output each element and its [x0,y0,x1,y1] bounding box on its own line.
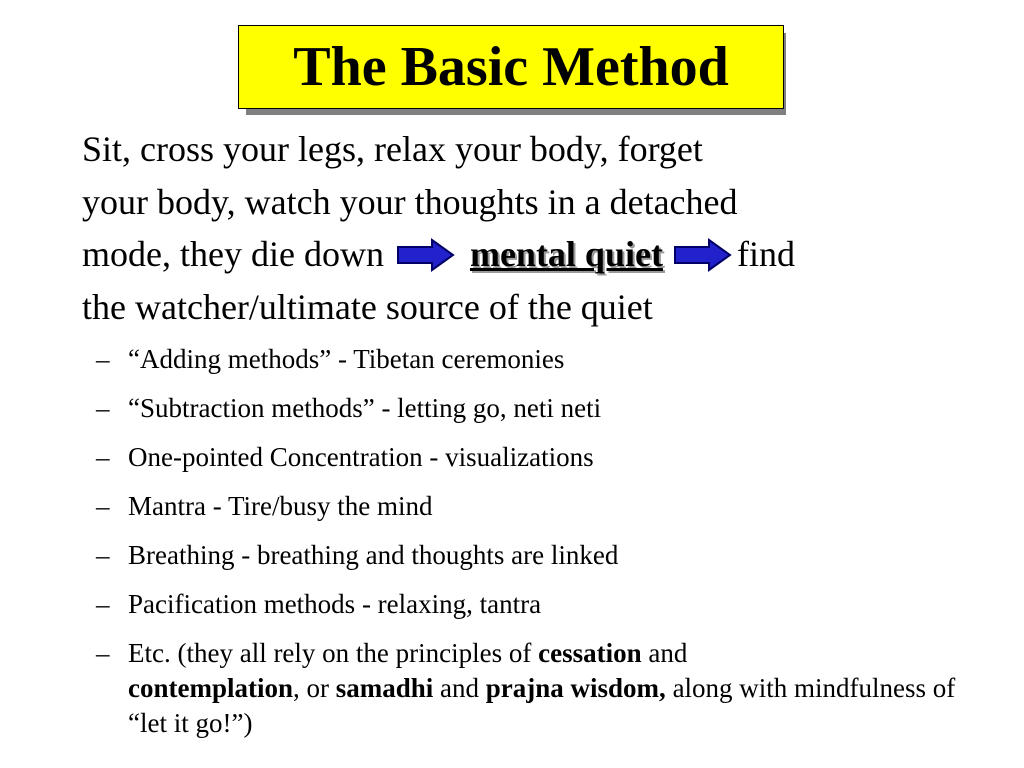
right-arrow-icon [396,238,456,272]
main-line-4: the watcher/ultimate source of the quiet [82,286,653,327]
main-line-1: Sit, cross your legs, relax your body, forget [82,129,703,169]
list-dash: – [96,491,110,521]
list-dash: – [96,442,110,472]
keyword-contemplation: contemplation [128,673,293,703]
list-item-text: Breathing - breathing and thoughts are linked [128,540,619,570]
keyword-samadhi: samadhi [335,673,434,703]
slide-title: The Basic Method [293,36,729,98]
main-line-3-end: find [736,234,795,274]
main-paragraph [82,123,962,333]
list-dash: – [96,540,110,570]
etc-text-3: , or [293,673,336,703]
list-item [96,489,996,524]
keyword-cessation: cessation [538,638,642,668]
title-box [238,25,784,109]
list-item [96,391,996,426]
etc-text-2: and [641,638,688,668]
list-dash: – [96,589,110,619]
list-item [96,538,996,573]
etc-text-1: Etc. (they all rely on the principles of [128,638,539,668]
main-line-2: your body, watch your thoughts in a detached [82,181,738,222]
etc-text-4: and [433,673,486,703]
main-line-3 [82,228,962,281]
list-item-text [128,636,996,741]
list-item [96,587,996,622]
right-arrow-icon [673,238,733,272]
list-dash: – [96,393,110,423]
mental-quiet-highlight: mental quiet [469,234,663,274]
list-dash: – [96,638,110,668]
keyword-prajna-wisdom: prajna wisdom, [485,673,666,703]
list-item-text: One-pointed Concentration - visualizations [128,442,594,472]
method-list [96,342,996,755]
list-item-text: Pacification methods - relaxing, tantra [128,589,542,619]
main-line-3-start: mode, they die down [82,234,384,274]
list-item-text: “Subtraction methods” - letting go, neti neti [128,393,602,423]
list-item [96,636,996,741]
list-item-text: “Adding methods” - Tibetan ceremonies [128,344,565,374]
list-item-text: Mantra - Tire/busy the mind [128,491,433,521]
list-dash: – [96,344,110,374]
list-item [96,440,996,475]
etc-text-5: along with mindfulness of “let it go!”) [128,673,956,738]
list-item [96,342,996,377]
